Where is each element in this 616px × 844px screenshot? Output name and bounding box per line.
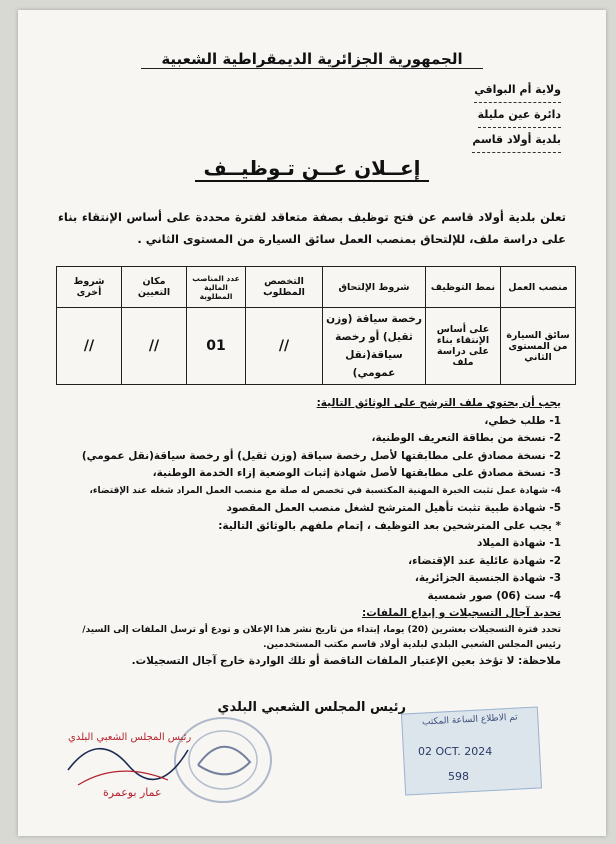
table-cell: سائق السيارة من المستوى الثاني <box>501 308 576 385</box>
signature-stamp-title: رئيس المجلس الشعبي البلدي <box>68 732 192 743</box>
baladia-line: بلدية أولاد قاسم <box>472 128 561 153</box>
table-header-cell: نمط التوظيف <box>426 267 501 308</box>
table-cell: // <box>57 308 122 385</box>
table-header-cell: عدد المناصب المالية المطلوبة <box>187 267 246 308</box>
positions-table <box>56 266 576 385</box>
table-header-row <box>57 267 576 308</box>
deadline-heading: تحديد آجال التسجيلات و إيداع الملفات: <box>362 607 561 619</box>
table-header-cell: منصب العمل <box>501 267 576 308</box>
list-item: 3- نسخة مصادق على مطابقتها لأصل شهادة إثبات الوضعية إزاء الخدمة الوطنية، <box>152 467 561 479</box>
docs-heading-2: * يجب على المترشحين بعد التوظيف ، إتمام ملفهم بالوثائق التالية: <box>218 519 561 532</box>
table-cell: // <box>122 308 187 385</box>
list-item: 3- شهادة الجنسية الجزائرية، <box>414 572 561 584</box>
note-text: ملاحظة: لا تؤخذ بعين الإعتبار الملفات الناقصة أو تلك الواردة خارج آجال التسجيلات. <box>131 654 561 667</box>
table-header-cell: شروط أخرى <box>57 267 122 308</box>
table-cell: 01 <box>187 308 246 385</box>
list-item: 4- ست (06) صور شمسية <box>427 589 561 602</box>
table-cell: على أساس الإنتقاء بناء على دراسة ملف <box>426 308 501 385</box>
signer-title: رئيس المجلس الشعبي البلدي <box>217 700 406 715</box>
docs-heading: يجب أن يحتوي ملف الترشح على الوثائق التالية: <box>316 397 561 409</box>
list-item: 1- طلب خطي، <box>484 414 561 427</box>
announcement-title: إعــلان عــن تـوظيــف <box>18 156 606 180</box>
list-item: 1- شهادة الميلاد <box>477 537 561 549</box>
required-documents <box>58 395 561 670</box>
table-cell: // <box>246 308 323 385</box>
intro-paragraph: تعلن بلدية أولاد قاسم عن فتح توظيف بصفة متعاقد لفترة محددة على أساس الإنتقاء بناء على دراسة ملف، للإلتحاق بمنصب العمل سائق السيارة من المستوى الثاني . <box>58 210 566 246</box>
stamp-label: تم الاطلاع الساعة المكتب <box>421 712 518 728</box>
administration-block <box>472 78 561 153</box>
republic-header: الجمهورية الجزائرية الديمقراطية الشعبية <box>18 50 606 68</box>
list-item: 5- شهادة طبية تثبت تأهيل المترشح لشغل منصب العمل المقصود <box>226 502 561 514</box>
daira-line: دائرة عين مليلة <box>472 103 561 128</box>
signature-stamp-person: عمار بوعمرة <box>103 786 162 799</box>
document-page <box>18 10 606 836</box>
table-header-cell: شروط الإلتحاق <box>323 267 426 308</box>
table-cell: رخصة سياقة (وزن ثقيل) أو رخصة سياقة(نقل عمومي) <box>323 308 426 385</box>
list-item: 2- نسخة مصادق على مطابقتها لأصل رخصة سياقة (وزن ثقيل) أو رخصة سياقة(نقل عمومي) <box>81 449 561 462</box>
table-header-cell: مكان التعيين <box>122 267 187 308</box>
stamp-number: 598 <box>448 770 469 783</box>
list-item: 2- نسخة من بطاقة التعريف الوطنية، <box>371 432 561 444</box>
table-header-cell: التخصص المطلوب <box>246 267 323 308</box>
list-item: 2- شهادة عائلية عند الإقتضاء، <box>408 554 561 567</box>
wilaya-line: ولاية أم البواقي <box>472 78 561 103</box>
deadline-text: تحدد فترة التسجيلات بعشرين (20) يوما، إبتداء من تاريخ نشر هذا الإعلان و تودع أو ترسل الملفات إلى السيد/رئيس المجلس الشعبي البلدي لبلدية أولاد قاسم مكتب المستخدمين. <box>82 624 561 650</box>
table-row <box>57 308 576 385</box>
list-item: 4- شهادة عمل تثبت الخبرة المهنية المكتسبة في تخصص له صلة مع منصب العمل المراد شغله عند الإقتضاء، <box>89 485 561 496</box>
stamp-date: 02 OCT. 2024 <box>418 745 493 758</box>
